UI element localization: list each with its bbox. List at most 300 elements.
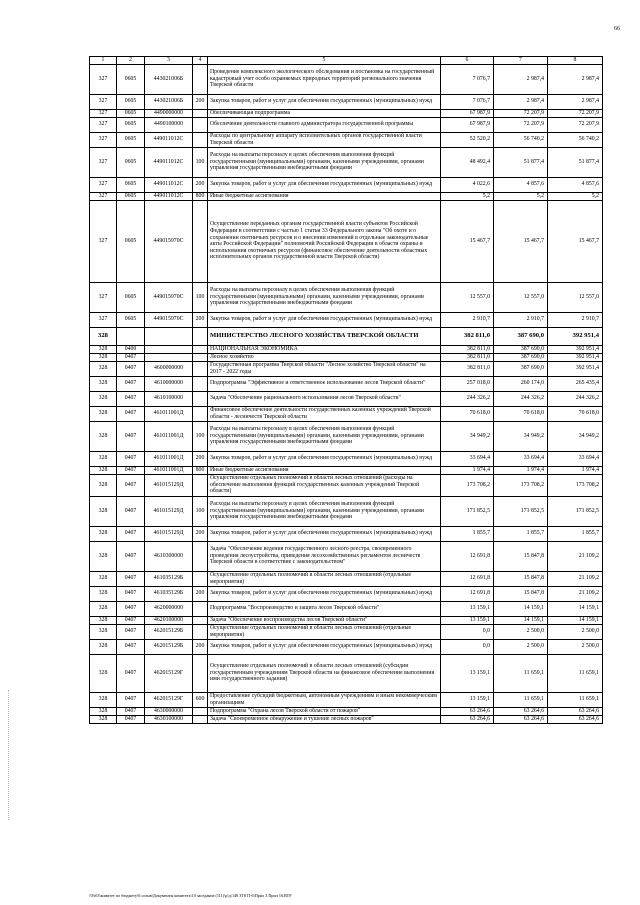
row-amount-2022: 70 618,0 — [548, 406, 603, 421]
row-amount-2022: 11 659,1 — [548, 654, 603, 692]
row-amount-2020: 244 326,2 — [441, 391, 494, 406]
row-amount-2022: 56 740,2 — [548, 132, 603, 147]
row-admin-code: 328 — [90, 451, 117, 466]
row-amount-2021: 56 740,2 — [494, 132, 548, 147]
header-cell: 5 — [208, 57, 441, 65]
row-target-code: 461011001Д — [145, 421, 193, 451]
row-section-code: 0407 — [117, 361, 145, 376]
header-cell: 7 — [494, 57, 548, 65]
row-description: Расходы на выплаты персоналу в целях обеспечения выполнения функций государственными (муниципальными) органами, казенными учреждениями, органами управления государственными внебюджетными фондами — [208, 421, 441, 451]
row-section-code: 0605 — [117, 200, 145, 282]
row-amount-2020: 1 855,7 — [441, 526, 494, 541]
row-amount-2022: 63 264,6 — [548, 715, 603, 723]
row-expense-type — [193, 624, 208, 639]
row-amount-2022: 12 557,0 — [548, 282, 603, 312]
row-section-code: 0605 — [117, 109, 145, 117]
row-amount-2020: 4 022,6 — [441, 177, 494, 192]
row-amount-2021: 2 987,4 — [494, 94, 548, 109]
row-amount-2021: 14 159,1 — [494, 616, 548, 624]
row-amount-2021: 63 264,6 — [494, 707, 548, 715]
row-expense-type: 600 — [193, 692, 208, 707]
row-expense-type — [193, 64, 208, 94]
row-section-code: 0407 — [117, 571, 145, 586]
row-section-code: 0605 — [117, 177, 145, 192]
row-admin-code: 328 — [90, 345, 117, 353]
row-description: Расходы на выплаты персоналу в целях обеспечения выполнения функций государственными (муниципальными) органами, казенными учреждениями, органами управления государственными внебюджетными фондами — [208, 282, 441, 312]
row-target-code: 4610100000 — [145, 391, 193, 406]
row-amount-2021: 15 847,8 — [494, 571, 548, 586]
row-amount-2022: 392 951,4 — [548, 361, 603, 376]
row-target-code: 461015129Д — [145, 496, 193, 526]
row-amount-2021: 171 852,5 — [494, 496, 548, 526]
table-row — [90, 421, 603, 451]
row-amount-2022: 11 659,1 — [548, 692, 603, 707]
row-target-code: 4630000000 — [145, 707, 193, 715]
row-admin-code: 327 — [90, 132, 117, 147]
row-amount-2022: 173 708,2 — [548, 474, 603, 496]
row-section-code: 0407 — [117, 601, 145, 616]
row-admin-code: 327 — [90, 192, 117, 200]
row-section-code: 0605 — [117, 147, 145, 177]
table-row — [90, 406, 603, 421]
row-target-code: 461035129Б — [145, 571, 193, 586]
row-section-code: 0605 — [117, 312, 145, 327]
row-description: Расходы на выплаты персоналу в целях обеспечения выполнения функций государственными (муниципальными) органами, казенными учреждениями, органами управления государственными внебюджетными фондами — [208, 147, 441, 177]
table-row — [90, 707, 603, 715]
row-amount-2021: 72 207,9 — [494, 109, 548, 117]
row-section-code: 0400 — [117, 345, 145, 353]
table-row — [90, 474, 603, 496]
row-section-code: 0407 — [117, 376, 145, 391]
row-expense-type — [193, 132, 208, 147]
table-row — [90, 177, 603, 192]
row-target-code: 449011012С — [145, 177, 193, 192]
row-description: Закупка товаров, работ и услуг для обеспечения государственных (муниципальных) нужд — [208, 94, 441, 109]
row-target-code — [145, 353, 193, 361]
row-section-code: 0605 — [117, 117, 145, 132]
row-amount-2021: 2 500,0 — [494, 624, 548, 639]
row-expense-type — [193, 707, 208, 715]
row-target-code: 461035129Б — [145, 586, 193, 601]
row-target-code: 4610300000 — [145, 541, 193, 571]
row-admin-code: 328 — [90, 692, 117, 707]
row-amount-2020: 15 467,7 — [441, 200, 494, 282]
row-target-code: 462015129Б — [145, 624, 193, 639]
row-amount-2021: 15 467,7 — [494, 200, 548, 282]
row-expense-type — [193, 353, 208, 361]
table-row — [90, 353, 603, 361]
row-description: Закупка товаров, работ и услуг для обеспечения государственных (муниципальных) нужд — [208, 177, 441, 192]
row-amount-2020: 382 811,0 — [441, 361, 494, 376]
row-amount-2020: 67 987,9 — [441, 117, 494, 132]
row-admin-code: 328 — [90, 715, 117, 723]
row-amount-2020: 48 492,4 — [441, 147, 494, 177]
row-section-code: 0605 — [117, 64, 145, 94]
table-row — [90, 715, 603, 723]
row-target-code: 4620100000 — [145, 616, 193, 624]
row-target-code: 461011001Д — [145, 466, 193, 474]
row-section-code: 0407 — [117, 353, 145, 361]
row-amount-2022: 171 852,5 — [548, 496, 603, 526]
row-amount-2021: 15 847,8 — [494, 541, 548, 571]
row-section-code: 0407 — [117, 639, 145, 654]
row-expense-type — [193, 601, 208, 616]
row-amount-2021: 173 708,2 — [494, 474, 548, 496]
row-amount-2021: 70 618,0 — [494, 406, 548, 421]
row-admin-code: 328 — [90, 571, 117, 586]
table-row — [90, 586, 603, 601]
row-amount-2021: 12 557,0 — [494, 282, 548, 312]
row-expense-type: 800 — [193, 466, 208, 474]
row-section-code: 0407 — [117, 421, 145, 451]
row-admin-code: 328 — [90, 639, 117, 654]
row-description: Обеспечение деятельности главного администратора государственной программы — [208, 117, 441, 132]
row-description: Осуществление отдельных полномочий в области лесных отношений (отдельные мероприятия) — [208, 571, 441, 586]
row-expense-type — [193, 391, 208, 406]
row-admin-code: 328 — [90, 541, 117, 571]
row-description: Подпрограмма "Эффективное и ответственное использование лесов Тверской области" — [208, 376, 441, 391]
row-amount-2022: 1 974,4 — [548, 466, 603, 474]
header-cell: 2 — [117, 57, 145, 65]
row-amount-2021: 244 326,2 — [494, 391, 548, 406]
table-row — [90, 64, 603, 94]
row-amount-2022: 33 694,4 — [548, 451, 603, 466]
table-row — [90, 345, 603, 353]
row-amount-2020: 1 974,4 — [441, 466, 494, 474]
row-target-code: 461011001Д — [145, 451, 193, 466]
row-description: Закупка товаров, работ и услуг для обеспечения государственных (муниципальных) нужд — [208, 312, 441, 327]
row-description: Лесное хозяйство — [208, 353, 441, 361]
row-amount-2022: 21 109,2 — [548, 586, 603, 601]
row-amount-2020: 13 159,1 — [441, 616, 494, 624]
row-amount-2021: 11 659,1 — [494, 692, 548, 707]
table-row — [90, 624, 603, 639]
row-amount-2020: 173 708,2 — [441, 474, 494, 496]
row-expense-type: 200 — [193, 451, 208, 466]
row-amount-2021: 34 949,2 — [494, 421, 548, 451]
row-target-code — [145, 327, 193, 345]
row-amount-2021: 387 690,0 — [494, 353, 548, 361]
row-admin-code: 328 — [90, 526, 117, 541]
row-expense-type — [193, 571, 208, 586]
row-expense-type: 200 — [193, 639, 208, 654]
table-row — [90, 282, 603, 312]
row-description: Осуществление отдельных полномочий в области лесных отношений (субсидии государственным учреждениям Тверской области на финансовое обеспечение выполнения ими государственного задания) — [208, 654, 441, 692]
row-description: Предоставление субсидий бюджетным, автономным учреждениям и иным некоммерческим организациям — [208, 692, 441, 707]
row-expense-type: 100 — [193, 496, 208, 526]
row-amount-2022: 2 500,0 — [548, 639, 603, 654]
row-section-code: 0605 — [117, 192, 145, 200]
row-target-code: 461015129Д — [145, 474, 193, 496]
row-expense-type — [193, 715, 208, 723]
row-amount-2022: 51 877,4 — [548, 147, 603, 177]
header-cell: 1 — [90, 57, 117, 65]
row-expense-type: 100 — [193, 282, 208, 312]
row-section-code: 0407 — [117, 654, 145, 692]
row-admin-code: 328 — [90, 654, 117, 692]
row-admin-code: 328 — [90, 586, 117, 601]
row-section-code: 0407 — [117, 466, 145, 474]
row-target-code: 449015970С — [145, 312, 193, 327]
row-admin-code: 327 — [90, 109, 117, 117]
header-cell: 6 — [441, 57, 494, 65]
row-admin-code: 327 — [90, 282, 117, 312]
table-row — [90, 601, 603, 616]
row-target-code: 4600000000 — [145, 361, 193, 376]
table-row — [90, 654, 603, 692]
row-description: Задача "Обеспечение ведения государственного лесного реестра, своевременного проведения лесоустройства, приведения лесохозяйственных регламентов лесничеств Тверской области в соответствие с законодательством" — [208, 541, 441, 571]
row-expense-type: 200 — [193, 586, 208, 601]
row-amount-2022: 5,2 — [548, 192, 603, 200]
row-amount-2022: 4 857,6 — [548, 177, 603, 192]
row-expense-type: 200 — [193, 94, 208, 109]
row-amount-2022: 2 987,4 — [548, 64, 603, 94]
row-expense-type: 800 — [193, 192, 208, 200]
table-row — [90, 466, 603, 474]
row-target-code: 4610000000 — [145, 376, 193, 391]
row-section-code: 0407 — [117, 526, 145, 541]
row-expense-type — [193, 474, 208, 496]
row-amount-2021: 387 690,0 — [494, 327, 548, 345]
row-amount-2021: 63 264,6 — [494, 715, 548, 723]
row-section-code: 0407 — [117, 496, 145, 526]
row-admin-code: 327 — [90, 64, 117, 94]
row-section-code: 0407 — [117, 541, 145, 571]
row-admin-code: 327 — [90, 94, 117, 109]
table-row — [90, 192, 603, 200]
row-description: Задача "Своевременное обнаружение и тушение лесных пожаров" — [208, 715, 441, 723]
row-amount-2020: 63 264,6 — [441, 715, 494, 723]
table-row — [90, 541, 603, 571]
row-admin-code: 328 — [90, 376, 117, 391]
row-amount-2020: 52 520,2 — [441, 132, 494, 147]
row-section-code: 0407 — [117, 406, 145, 421]
row-amount-2020: 382 811,0 — [441, 345, 494, 353]
row-target-code: 443021006Б — [145, 64, 193, 94]
table-row — [90, 132, 603, 147]
row-amount-2022: 2 987,4 — [548, 94, 603, 109]
budget-table — [89, 56, 603, 724]
row-section-code: 0407 — [117, 616, 145, 624]
row-section-code: 0407 — [117, 624, 145, 639]
row-description: Финансовое обеспечение деятельности государственных казенных учреждений Тверской области - лесничеств Тверской области — [208, 406, 441, 421]
row-target-code: 4490100000 — [145, 117, 193, 132]
table-row — [90, 327, 603, 345]
table-row — [90, 692, 603, 707]
row-target-code: 449011012С — [145, 147, 193, 177]
row-description: Иные бюджетные ассигнования — [208, 466, 441, 474]
row-description: Осуществление отдельных полномочий в области лесных отношений (расходы на обеспечение выполнения функций государственных казенных учреждений Тверской области) — [208, 474, 441, 496]
table-row — [90, 94, 603, 109]
row-amount-2021: 387 690,0 — [494, 361, 548, 376]
row-target-code: 4630100000 — [145, 715, 193, 723]
row-amount-2021: 14 159,1 — [494, 601, 548, 616]
row-amount-2022: 2 500,0 — [548, 624, 603, 639]
row-amount-2020: 12 691,8 — [441, 586, 494, 601]
row-description: Осуществление отдельных полномочий в области лесных отношений (отдельные мероприятия) — [208, 624, 441, 639]
row-target-code: 462015129Б — [145, 639, 193, 654]
row-amount-2021: 2 500,0 — [494, 639, 548, 654]
row-target-code: 449011012С — [145, 132, 193, 147]
row-amount-2020: 257 018,0 — [441, 376, 494, 391]
table-row — [90, 376, 603, 391]
row-amount-2020: 33 694,4 — [441, 451, 494, 466]
header-cell: 8 — [548, 57, 603, 65]
row-amount-2020: 34 949,2 — [441, 421, 494, 451]
row-amount-2021: 11 659,1 — [494, 654, 548, 692]
table-row — [90, 147, 603, 177]
row-amount-2020: 12 691,8 — [441, 571, 494, 586]
row-amount-2020: 2 910,7 — [441, 312, 494, 327]
row-amount-2022: 2 910,7 — [548, 312, 603, 327]
page-number: 66 — [614, 26, 620, 32]
row-amount-2020: 70 618,0 — [441, 406, 494, 421]
row-section-code: 0605 — [117, 132, 145, 147]
row-admin-code: 327 — [90, 312, 117, 327]
table-row — [90, 616, 603, 624]
row-amount-2020: 171 852,5 — [441, 496, 494, 526]
table-row — [90, 117, 603, 132]
row-target-code: 4620000000 — [145, 601, 193, 616]
row-target-code: 462015129Г — [145, 654, 193, 692]
row-amount-2020: 63 264,6 — [441, 707, 494, 715]
row-section-code: 0407 — [117, 715, 145, 723]
row-amount-2020: 67 987,9 — [441, 109, 494, 117]
row-description: Осуществление переданных органам государственной власти субъектов Российской Федерации в соответствии с частью 1 статьи 33 Федерального закона "Об охоте и о сохранении охотничьих ресурсов и о внесении изменений в отдельные законодательные акты Российской Федерации" полномочий Российской Федерации в области охраны и использования охотничьих ресурсов (финансовое обеспечение деятельности областных исполнительных органов государственной власти Тверской области) — [208, 200, 441, 282]
row-amount-2021: 1 855,7 — [494, 526, 548, 541]
row-description: МИНИСТЕРСТВО ЛЕСНОГО ХОЗЯЙСТВА ТВЕРСКОЙ ОБЛАСТИ — [208, 327, 441, 345]
row-amount-2021: 5,2 — [494, 192, 548, 200]
table-row — [90, 312, 603, 327]
header-cell: 4 — [193, 57, 208, 65]
row-expense-type — [193, 654, 208, 692]
row-amount-2020: 13 159,1 — [441, 692, 494, 707]
row-description: Закупка товаров, работ и услуг для обеспечения государственных (муниципальных) нужд — [208, 526, 441, 541]
row-admin-code: 328 — [90, 327, 117, 345]
table-row — [90, 496, 603, 526]
footer-file-path: \\Fs03\комитет по бюджету\6 созыв\Документы комитета\10 заседание (111)\p\д\148 ЗТ8 П-6\Прил 3 Прил 16.RTF — [89, 893, 292, 898]
row-amount-2022: 265 435,4 — [548, 376, 603, 391]
table-row — [90, 109, 603, 117]
row-expense-type: 200 — [193, 526, 208, 541]
row-amount-2021: 387 690,0 — [494, 345, 548, 353]
row-description: Расходы на выплаты персоналу в целях обеспечения выполнения функций государственными (муниципальными) органами, казенными учреждениями, органами управления государственными внебюджетными фондами — [208, 496, 441, 526]
row-expense-type: 100 — [193, 147, 208, 177]
row-amount-2021: 4 857,6 — [494, 177, 548, 192]
row-amount-2022: 21 109,2 — [548, 571, 603, 586]
row-amount-2022: 14 159,1 — [548, 616, 603, 624]
row-description: Закупка товаров, работ и услуг для обеспечения государственных (муниципальных) нужд — [208, 639, 441, 654]
row-description: Подпрограмма "Охрана лесов Тверской области от пожаров" — [208, 707, 441, 715]
row-section-code: 0605 — [117, 282, 145, 312]
row-amount-2021: 260 174,0 — [494, 376, 548, 391]
row-admin-code: 328 — [90, 601, 117, 616]
header-cell: 3 — [145, 57, 193, 65]
row-admin-code: 328 — [90, 616, 117, 624]
row-section-code: 0407 — [117, 474, 145, 496]
row-expense-type — [193, 109, 208, 117]
row-section-code — [117, 327, 145, 345]
row-section-code: 0605 — [117, 94, 145, 109]
row-amount-2022: 244 326,2 — [548, 391, 603, 406]
row-target-code: 461015129Д — [145, 526, 193, 541]
row-expense-type — [193, 376, 208, 391]
table-row — [90, 361, 603, 376]
row-admin-code: 327 — [90, 147, 117, 177]
row-target-code — [145, 345, 193, 353]
row-expense-type — [193, 541, 208, 571]
row-amount-2021: 1 974,4 — [494, 466, 548, 474]
row-description: Иные бюджетные ассигнования — [208, 192, 441, 200]
table-row — [90, 571, 603, 586]
row-expense-type — [193, 327, 208, 345]
row-admin-code: 328 — [90, 624, 117, 639]
row-expense-type — [193, 361, 208, 376]
row-amount-2020: 12 691,8 — [441, 541, 494, 571]
row-amount-2021: 15 847,8 — [494, 586, 548, 601]
row-amount-2022: 72 207,9 — [548, 109, 603, 117]
row-amount-2020: 13 159,1 — [441, 601, 494, 616]
row-target-code: 449015970С — [145, 200, 193, 282]
row-expense-type — [193, 406, 208, 421]
row-amount-2021: 72 207,9 — [494, 117, 548, 132]
row-amount-2022: 15 467,7 — [548, 200, 603, 282]
scan-margin-mark — [8, 690, 10, 820]
row-description: Закупка товаров, работ и услуг для обеспечения государственных (муниципальных) нужд — [208, 451, 441, 466]
row-amount-2020: 7 076,7 — [441, 64, 494, 94]
row-expense-type — [193, 200, 208, 282]
row-amount-2020: 13 159,1 — [441, 654, 494, 692]
row-section-code: 0407 — [117, 391, 145, 406]
row-amount-2020: 382 811,0 — [441, 327, 494, 345]
row-admin-code: 328 — [90, 353, 117, 361]
table-header-row — [90, 57, 603, 65]
row-section-code: 0407 — [117, 586, 145, 601]
row-section-code: 0407 — [117, 451, 145, 466]
row-expense-type — [193, 616, 208, 624]
row-amount-2022: 21 109,2 — [548, 541, 603, 571]
row-amount-2022: 392 951,4 — [548, 345, 603, 353]
row-section-code: 0407 — [117, 707, 145, 715]
row-amount-2020: 382 811,0 — [441, 353, 494, 361]
table-row — [90, 391, 603, 406]
row-description: Расходы по центральному аппарату исполнительных органов государственной власти Тверской области — [208, 132, 441, 147]
row-admin-code: 328 — [90, 474, 117, 496]
row-amount-2022: 1 855,7 — [548, 526, 603, 541]
row-description: Обеспечивающая подпрограмма — [208, 109, 441, 117]
row-amount-2022: 34 949,2 — [548, 421, 603, 451]
row-description: Подпрограмма "Воспроизводство и защита лесов Тверской области" — [208, 601, 441, 616]
row-section-code: 0407 — [117, 692, 145, 707]
row-target-code: 449011012С — [145, 192, 193, 200]
row-amount-2021: 2 910,7 — [494, 312, 548, 327]
row-amount-2021: 2 987,4 — [494, 64, 548, 94]
row-amount-2022: 392 951,4 — [548, 327, 603, 345]
row-admin-code: 327 — [90, 200, 117, 282]
row-amount-2021: 51 877,4 — [494, 147, 548, 177]
row-target-code: 449015970С — [145, 282, 193, 312]
row-amount-2020: 12 557,0 — [441, 282, 494, 312]
table-row — [90, 451, 603, 466]
row-admin-code: 328 — [90, 361, 117, 376]
row-amount-2020: 5,2 — [441, 192, 494, 200]
row-admin-code: 328 — [90, 496, 117, 526]
table-row — [90, 200, 603, 282]
table-row — [90, 639, 603, 654]
row-amount-2020: 0,0 — [441, 639, 494, 654]
row-expense-type — [193, 117, 208, 132]
row-expense-type: 200 — [193, 177, 208, 192]
